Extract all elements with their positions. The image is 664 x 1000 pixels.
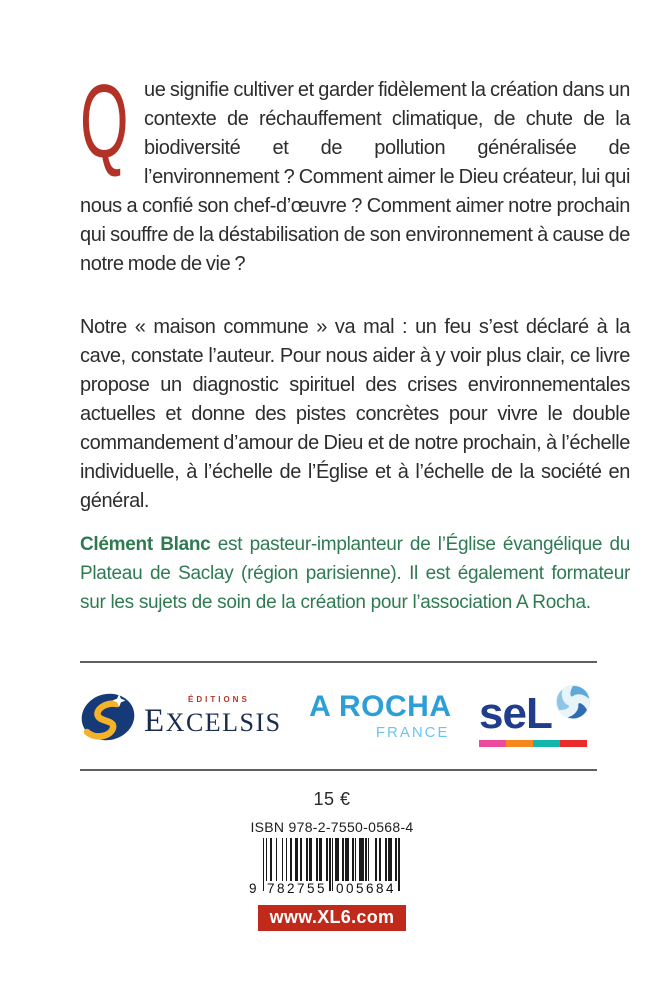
sel-stripe-red	[560, 740, 587, 747]
website-url: www.XL6.com	[269, 907, 395, 927]
isbn-label: ISBN 978-2-7550-0568-4	[250, 819, 414, 835]
arocha-logo	[309, 689, 452, 741]
author-bio	[80, 530, 630, 617]
sel-stripe-pink	[479, 740, 506, 747]
excelsis-editions-label: ÉDITIONS	[188, 694, 250, 704]
sel-name: seL	[479, 689, 552, 739]
barcode-digits-group2: 005684	[335, 881, 397, 896]
synopsis-text: ue signifie cultiver et garder fidèlement la création dans un contexte de réchauffement climatique, de chute de la biodiversité et de pollution généralisée de l’environnement ? Comment aimer le Dieu créateur, lui qui nous a confié son chef-d’œuvre ? Comment aimer notre prochain qui souffre de la déstabilisation de son environnement à cause de notre mode de vie ?	[80, 79, 630, 275]
sel-globe-icon	[555, 683, 591, 721]
barcode-digits-group1: 782755	[266, 881, 328, 896]
barcode-digit-left: 9	[249, 881, 257, 896]
excelsis-emblem-icon	[80, 690, 136, 742]
price-isbn-block	[0, 789, 664, 931]
sel-logo	[479, 685, 591, 747]
synopsis-paragraph	[80, 64, 630, 279]
text-column	[80, 0, 630, 771]
sel-stripe-orange	[506, 740, 533, 747]
arocha-region-label: FRANCE	[375, 723, 450, 741]
drop-cap-q: Q	[80, 64, 129, 180]
barcode	[249, 838, 401, 898]
price: 15 €	[313, 789, 351, 809]
author-name: Clément Blanc	[80, 534, 211, 555]
author-bio-text: est pasteur-implanteur de l’Église évangélique du Plateau de Saclay (région parisienne). Il est également formateur sur les sujets de soin de la création pour l’association A Rocha.	[80, 534, 630, 613]
arocha-name: A ROCHA	[309, 689, 452, 723]
publisher-logos-row	[80, 663, 597, 769]
sel-logo-top	[479, 685, 591, 739]
excelsis-name: EXCELSIS	[144, 702, 282, 739]
website-banner	[258, 905, 406, 931]
sel-color-stripe	[479, 740, 587, 747]
excelsis-logo	[80, 690, 282, 742]
description-paragraph: Notre « maison commune » va mal : un feu s’est déclaré à la cave, constate l’auteur. Pour nous aider à y voir plus clair, ce livre propose un diagnostic spirituel des crises environnementales actuelles et donne des pistes concrètes pour vivre le double commandement d’amour de Dieu et de notre prochain, à l’échelle individuelle, à l’échelle de l’Église et à l’échelle de la société en général.	[80, 316, 630, 512]
divider-bottom	[80, 769, 597, 771]
excelsis-wordmark	[144, 695, 282, 738]
sel-stripe-teal	[533, 740, 560, 747]
